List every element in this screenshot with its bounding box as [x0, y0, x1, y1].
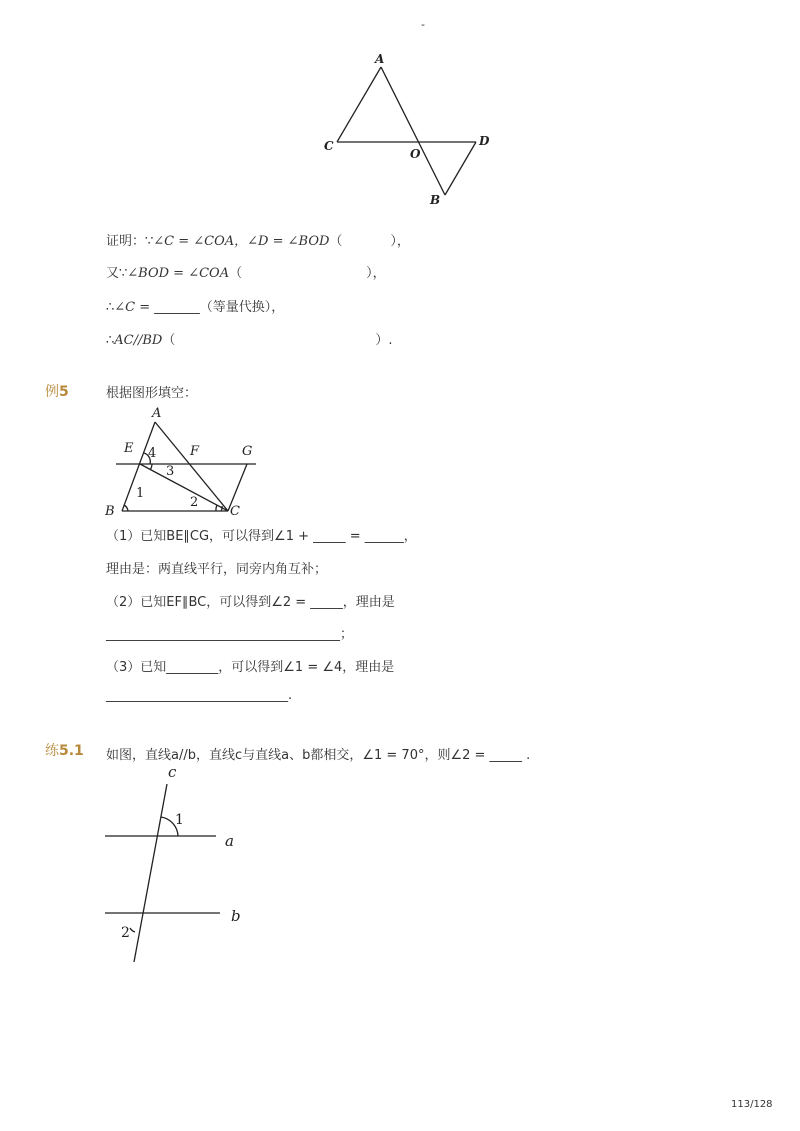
- proof-line-2-paren-open: （: [229, 266, 243, 281]
- vertex-D: D: [479, 134, 490, 148]
- angle-1-arc: [124, 505, 128, 511]
- example-5-question: 根据图形填空：: [106, 386, 198, 401]
- segment-AC: [337, 67, 381, 142]
- proof-line-3: [106, 296, 284, 315]
- figure-parallel-lines: [100, 762, 250, 967]
- fig-label-C: C: [230, 504, 240, 519]
- fig-label-F: F: [190, 444, 200, 459]
- proof-line-2-prefix: 又∵: [106, 266, 128, 281]
- fig-angle-3: 3: [166, 464, 175, 479]
- figure-example-5: [100, 402, 270, 520]
- proof-line-4-prefix: ∴: [106, 333, 115, 348]
- proof-line-1-paren-open: （: [329, 234, 343, 249]
- vertex-A: A: [375, 52, 385, 66]
- angle-2-arc: [216, 505, 217, 511]
- fig-label-G: G: [242, 444, 253, 459]
- proof-line-1: [106, 230, 410, 249]
- proof-line-1-prefix: 证明：∵: [106, 234, 154, 249]
- proof-line-4-paren-close: ）.: [375, 333, 393, 348]
- fig-label-b: b: [231, 907, 241, 925]
- example-5-q3: （3）已知________，可以得到∠1 = ∠4，理由是: [106, 660, 395, 675]
- practice-5-1-question: 如图，直线a//b，直线c与直线a、b都相交，∠1 = 70°，则∠2 = _____ .: [106, 748, 531, 763]
- proof-line-3-suffix: （等量代换），: [199, 300, 285, 315]
- proof-line-4: [106, 329, 393, 348]
- fig-label-A: A: [152, 406, 162, 421]
- line-c: [134, 784, 167, 962]
- segment-AB: [381, 67, 445, 195]
- practice-5-1-label-num: 5.1: [59, 743, 84, 759]
- example-5-q3-blank: ____________________________.: [106, 688, 293, 703]
- proof-line-3-prefix: ∴: [106, 300, 115, 315]
- proof-line-1-paren-close: ），: [390, 234, 410, 249]
- example-5-q1-reason: 理由是：两直线平行，同旁内角互补；: [106, 562, 328, 577]
- fig-angle-1: 1: [136, 486, 145, 501]
- fig-label-c: c: [168, 763, 177, 781]
- proof-line-2-math: ∠BOD = ∠COA: [127, 266, 230, 281]
- example-5-q2: （2）已知EF∥BC，可以得到∠2 = _____，理由是: [106, 595, 395, 610]
- example-5-label-num: 5: [59, 384, 69, 400]
- fig-angle-4: 4: [148, 446, 157, 461]
- segment-EC: [140, 464, 228, 511]
- vertex-C: C: [324, 139, 334, 153]
- proof-line-3-blank: _______: [154, 300, 200, 315]
- vertex-O: O: [410, 147, 421, 161]
- fig-angle-2: 2: [190, 495, 199, 510]
- proof-line-2-paren-close: ），: [366, 266, 386, 281]
- fig-angle-2: 2: [121, 925, 130, 941]
- proof-line-4-paren-open: （: [162, 333, 176, 348]
- header-mark: -: [421, 18, 425, 31]
- page-number: 113/128: [731, 1099, 773, 1110]
- practice-5-1-label-prefix: 练: [45, 743, 59, 759]
- practice-5-1-label: [45, 740, 84, 760]
- vertex-B: B: [430, 193, 441, 207]
- figure-triangles: [318, 50, 498, 210]
- example-5-label-prefix: 例: [45, 384, 59, 400]
- proof-line-4-math: AC//BD: [114, 333, 163, 348]
- segment-DB: [445, 142, 476, 195]
- angle-2-arc: [130, 928, 135, 932]
- fig-label-B: B: [105, 504, 115, 519]
- proof-line-1-math: ∠C = ∠COA，∠D = ∠BOD: [153, 234, 330, 249]
- example-5-q1: （1）已知BE∥CG，可以得到∠1 + _____ = ______，: [106, 529, 417, 544]
- example-5-label: [45, 381, 69, 401]
- proof-line-3-math: ∠C =: [114, 300, 151, 315]
- fig-label-E: E: [124, 441, 134, 456]
- fig-angle-1: 1: [175, 812, 184, 828]
- angle-3-arc: [150, 464, 152, 470]
- example-5-q2-blank: ____________________________________；: [106, 627, 354, 642]
- proof-line-2: [106, 262, 386, 281]
- fig-label-a: a: [225, 832, 234, 850]
